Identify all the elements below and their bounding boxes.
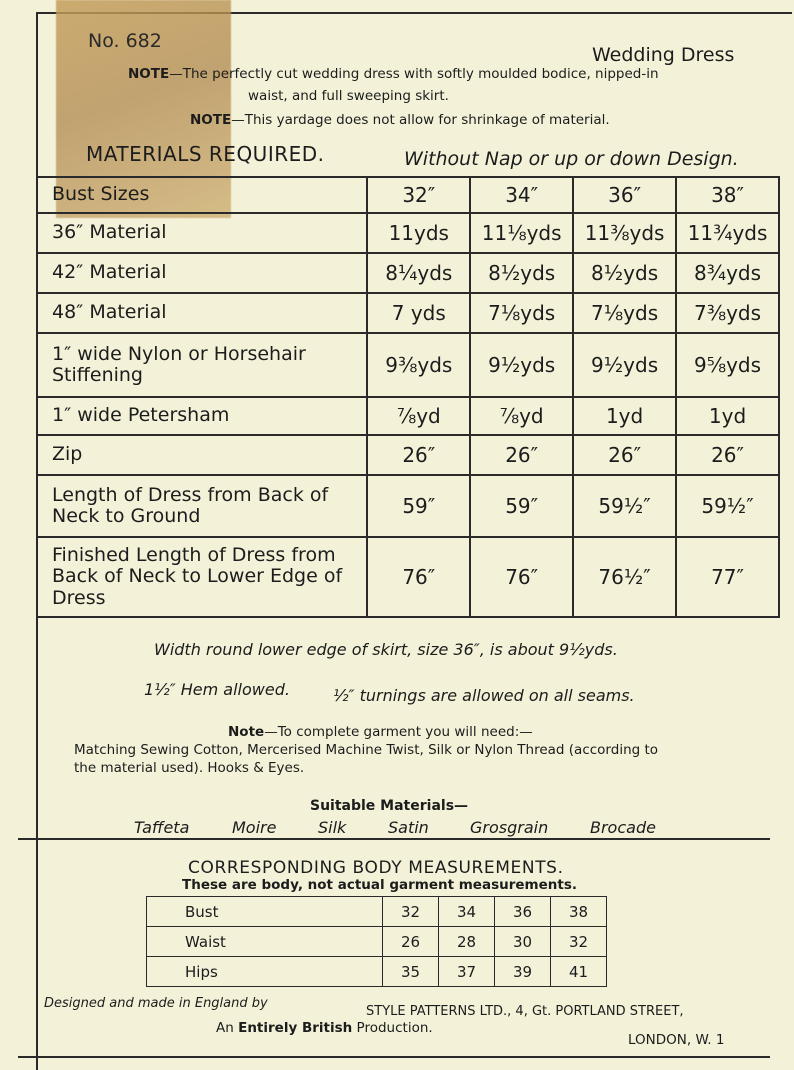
material-row-value: 59½″ xyxy=(676,475,779,537)
measurement-label: Waist xyxy=(147,927,383,957)
material-row-value: 7⅜yds xyxy=(676,293,779,333)
material-row-value: 26″ xyxy=(470,435,573,475)
material-row-value: 38″ xyxy=(676,177,779,213)
material-row-label: Finished Length of Dress from Back of Neck to Lower Edge of Dress xyxy=(37,537,367,617)
measurement-value: 41 xyxy=(551,957,607,987)
company-address: STYLE PATTERNS LTD., 4, Gt. PORTLAND STREET, xyxy=(366,1004,684,1019)
material-row-value: 11yds xyxy=(367,213,470,253)
body-measurements-table xyxy=(146,896,607,987)
material-row xyxy=(37,537,779,617)
material-row-value: 7⅛yds xyxy=(470,293,573,333)
material-row-value: 9½yds xyxy=(470,333,573,397)
note-1-cont: waist, and full sweeping skirt. xyxy=(248,88,449,104)
material-row-value: 26″ xyxy=(367,435,470,475)
material-row-value: ⅞yd xyxy=(367,397,470,435)
measurement-value: 32 xyxy=(383,897,439,927)
measurement-row xyxy=(147,897,607,927)
material-row-value: 76″ xyxy=(470,537,573,617)
measurement-value: 37 xyxy=(439,957,495,987)
material-row-value: 77″ xyxy=(676,537,779,617)
material-row-value: 76½″ xyxy=(573,537,676,617)
body-measurements-title: CORRESPONDING BODY MEASUREMENTS. xyxy=(188,858,564,878)
suitable-materials-heading: Suitable Materials— xyxy=(310,798,469,814)
material-row-value: 34″ xyxy=(470,177,573,213)
hem-note: 1½″ Hem allowed. xyxy=(144,680,290,699)
measurement-row xyxy=(147,927,607,957)
material-moire: Moire xyxy=(232,818,277,837)
measurement-value: 38 xyxy=(551,897,607,927)
measurement-value: 36 xyxy=(495,897,551,927)
material-row-value: 8¾yds xyxy=(676,253,779,293)
notions-line-1: Matching Sewing Cotton, Mercerised Machine Twist, Silk or Nylon Thread (according to xyxy=(74,742,659,758)
material-row-label: 1″ wide Petersham xyxy=(37,397,367,435)
bottom-divider xyxy=(18,1056,770,1058)
material-row xyxy=(37,435,779,475)
material-silk: Silk xyxy=(318,818,347,837)
material-row-value: 8¼yds xyxy=(367,253,470,293)
materials-required-heading: MATERIALS REQUIRED. xyxy=(86,142,325,166)
measurement-value: 28 xyxy=(439,927,495,957)
notions-line-2: the material used). Hooks & Eyes. xyxy=(74,760,305,776)
material-taffeta: Taffeta xyxy=(134,818,190,837)
material-row-value: 32″ xyxy=(367,177,470,213)
page-title: Wedding Dress xyxy=(592,44,735,66)
british-production: An Entirely British Production. xyxy=(216,1020,433,1036)
measurement-row xyxy=(147,957,607,987)
material-row-label: 36″ Material xyxy=(37,213,367,253)
material-satin: Satin xyxy=(388,818,429,837)
company-city: LONDON, W. 1 xyxy=(628,1032,725,1048)
complete-garment-note: Note—To complete garment you will need:— xyxy=(228,724,533,740)
measurement-label: Hips xyxy=(147,957,383,987)
material-row-value: 7⅛yds xyxy=(573,293,676,333)
measurement-value: 39 xyxy=(495,957,551,987)
material-row-value: 76″ xyxy=(367,537,470,617)
material-row-value: 1yd xyxy=(573,397,676,435)
material-row xyxy=(37,293,779,333)
material-row-value: 7 yds xyxy=(367,293,470,333)
material-row xyxy=(37,213,779,253)
body-measurements-subtitle: These are body, not actual garment measurements. xyxy=(182,877,577,893)
material-row-value: 8½yds xyxy=(470,253,573,293)
material-brocade: Brocade xyxy=(590,818,656,837)
material-row xyxy=(37,397,779,435)
material-row-value: 11⅛yds xyxy=(470,213,573,253)
material-row-label: Bust Sizes xyxy=(37,177,367,213)
material-row xyxy=(37,177,779,213)
pattern-number: No. 682 xyxy=(88,30,162,52)
designed-by: Designed and made in England by xyxy=(44,996,268,1011)
material-grosgrain: Grosgrain xyxy=(470,818,549,837)
material-row-value: 9⅝yds xyxy=(676,333,779,397)
material-row-value: 59½″ xyxy=(573,475,676,537)
measurement-value: 26 xyxy=(383,927,439,957)
material-row-value: 36″ xyxy=(573,177,676,213)
width-note: Width round lower edge of skirt, size 36″, is about 9½yds. xyxy=(154,640,618,659)
material-row-label: Length of Dress from Back of Neck to Ground xyxy=(37,475,367,537)
material-row-label: 48″ Material xyxy=(37,293,367,333)
material-row xyxy=(37,475,779,537)
material-row-value: 26″ xyxy=(573,435,676,475)
note-1: NOTE—The perfectly cut wedding dress with softly moulded bodice, nipped-in xyxy=(128,66,659,82)
material-row-value: 9½yds xyxy=(573,333,676,397)
measurement-value: 30 xyxy=(495,927,551,957)
material-row-value: 59″ xyxy=(470,475,573,537)
note-2: NOTE—This yardage does not allow for shrinkage of material. xyxy=(190,112,610,128)
material-row-label: 42″ Material xyxy=(37,253,367,293)
measurement-value: 34 xyxy=(439,897,495,927)
turnings-note: ½″ turnings are allowed on all seams. xyxy=(333,686,635,705)
material-row-value: 11¾yds xyxy=(676,213,779,253)
material-row-value: 1yd xyxy=(676,397,779,435)
material-row xyxy=(37,253,779,293)
material-row-value: ⅞yd xyxy=(470,397,573,435)
material-row-value: 9⅜yds xyxy=(367,333,470,397)
material-row-value: 11⅜yds xyxy=(573,213,676,253)
nap-note: Without Nap or up or down Design. xyxy=(404,148,739,170)
material-row-value: 26″ xyxy=(676,435,779,475)
materials-table xyxy=(36,176,780,618)
material-row-value: 59″ xyxy=(367,475,470,537)
material-row-value: 8½yds xyxy=(573,253,676,293)
measurement-value: 35 xyxy=(383,957,439,987)
measurement-value: 32 xyxy=(551,927,607,957)
material-row-label: 1″ wide Nylon or Horsehair Stiffening xyxy=(37,333,367,397)
material-row xyxy=(37,333,779,397)
material-row-label: Zip xyxy=(37,435,367,475)
divider xyxy=(18,838,770,840)
measurement-label: Bust xyxy=(147,897,383,927)
